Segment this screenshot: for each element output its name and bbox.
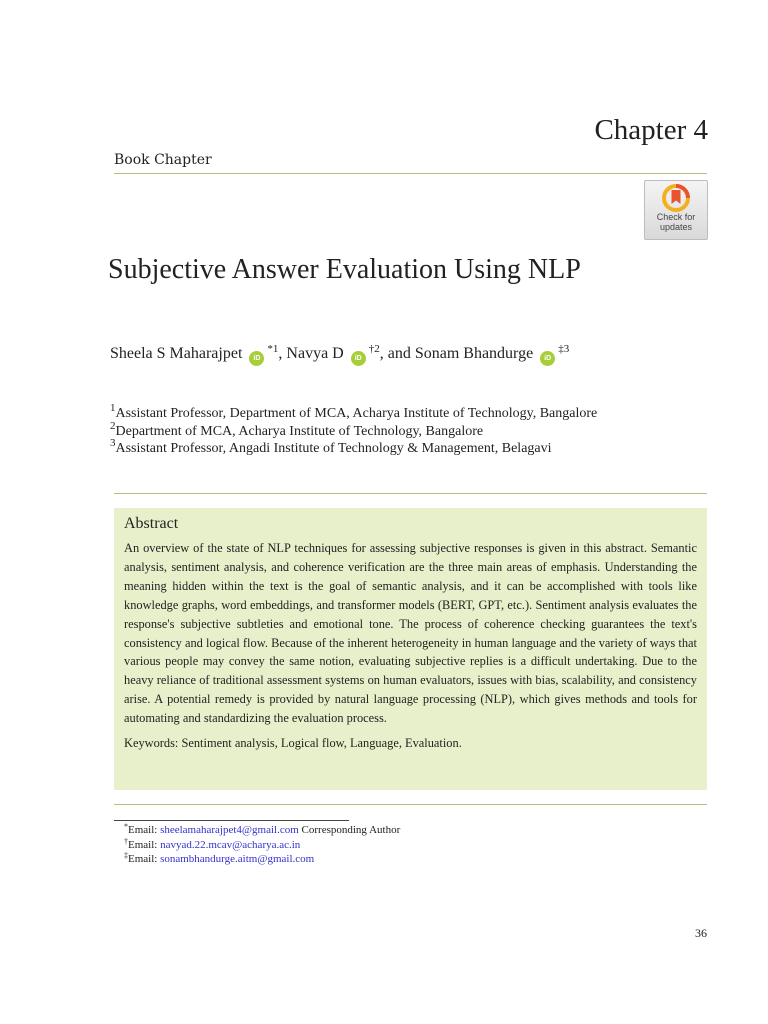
footnote-mark: † bbox=[124, 836, 128, 846]
keywords: Keywords: Sentiment analysis, Logical flow, Language, Evaluation. bbox=[124, 736, 462, 751]
author-mark: †2 bbox=[368, 343, 380, 355]
author-separator: , bbox=[278, 345, 283, 362]
author-list bbox=[110, 344, 580, 366]
author-separator: , and bbox=[379, 345, 411, 362]
book-chapter-label: Book Chapter bbox=[114, 152, 212, 168]
author-name: Navya D bbox=[286, 345, 344, 362]
check-for-updates-badge[interactable] bbox=[644, 180, 708, 240]
orcid-icon[interactable]: iD bbox=[351, 351, 366, 366]
footnote-item bbox=[124, 852, 400, 867]
footnote-item bbox=[124, 838, 400, 853]
abstract-bottom-rule bbox=[114, 804, 707, 805]
check-for-updates-icon bbox=[662, 184, 690, 212]
footnote-item bbox=[124, 823, 400, 838]
affiliation-item bbox=[110, 402, 710, 423]
footnote-mark: * bbox=[124, 822, 128, 831]
orcid-icon[interactable]: iD bbox=[540, 351, 555, 366]
orcid-icon[interactable]: iD bbox=[249, 351, 264, 366]
chapter-heading: Chapter 4 bbox=[594, 114, 708, 146]
affiliation-text: Assistant Professor, Angadi Institute of Technology & Management, Belagavi bbox=[115, 441, 552, 456]
footnote-rule bbox=[114, 820, 349, 821]
author-mark: ‡3 bbox=[558, 343, 570, 355]
abstract-heading: Abstract bbox=[124, 515, 179, 532]
badge-line-1: Check for bbox=[656, 212, 696, 222]
footnote-label: Email: bbox=[128, 824, 158, 836]
abstract-top-rule bbox=[114, 493, 707, 494]
email-link[interactable]: sonambhandurge.aitm@gmail.com bbox=[160, 853, 315, 865]
footnote-label: Email: bbox=[128, 853, 158, 865]
badge-line-2: updates bbox=[659, 222, 693, 232]
affiliation-number: 2 bbox=[110, 419, 116, 432]
footnotes bbox=[124, 823, 400, 867]
affiliation-text: Department of MCA, Acharya Institute of Technology, Bangalore bbox=[115, 423, 484, 439]
header-rule bbox=[114, 173, 707, 174]
affiliation-item bbox=[110, 419, 710, 441]
email-link[interactable]: sheelamaharajpet4@gmail.com bbox=[160, 824, 299, 836]
affiliation-text: Assistant Professor, Department of MCA, Acharya Institute of Technology, Bangalore bbox=[115, 406, 598, 421]
page-number: 36 bbox=[695, 926, 707, 940]
author-name: Sonam Bhandurge bbox=[414, 345, 534, 362]
author-mark: *1 bbox=[267, 343, 279, 355]
abstract-body: An overview of the state of NLP techniques for assessing subjective responses is given in this abstract. Semantic analysis, sentiment analysis, and coherence verification are the three main areas of emphasis. Understanding the meaning hidden within the text is the goal of semantic analysis, and it can be accomplished with tools like knowledge graphs, word embeddings, and transformer models (BERT, GPT, etc.). Sentiment analysis evaluates the response's subjective subtleties and emotional tone. The process of coherence checking guarantees the text's consistency and logical flow. Because of the inherent heterogeneity in human language and the variety of ways that various people may convey the same notion, evaluating subjective replies is a difficult undertaking. Due to the heavy reliance of traditional assessment systems on human evaluators, issues with bias, scalability, and consistency arise. A potential remedy is provided by natural language processing (NLP), which gives methods and tools for automating and standardizing the evaluation process. bbox=[124, 541, 697, 726]
affiliation-number: 1 bbox=[110, 402, 116, 414]
footnote-mark: ‡ bbox=[124, 851, 128, 860]
affiliation-number: 3 bbox=[110, 437, 116, 449]
footnote-label: Email: bbox=[128, 838, 158, 851]
author-name: Sheela S Maharajpet bbox=[110, 345, 243, 362]
paper-title: Subjective Answer Evaluation Using NLP bbox=[108, 254, 581, 285]
affiliations bbox=[110, 402, 710, 458]
email-link[interactable]: navyad.22.mcav@acharya.ac.in bbox=[160, 838, 301, 851]
abstract-box bbox=[114, 508, 707, 790]
footnote-note: Corresponding Author bbox=[301, 824, 401, 836]
affiliation-item bbox=[110, 437, 710, 458]
